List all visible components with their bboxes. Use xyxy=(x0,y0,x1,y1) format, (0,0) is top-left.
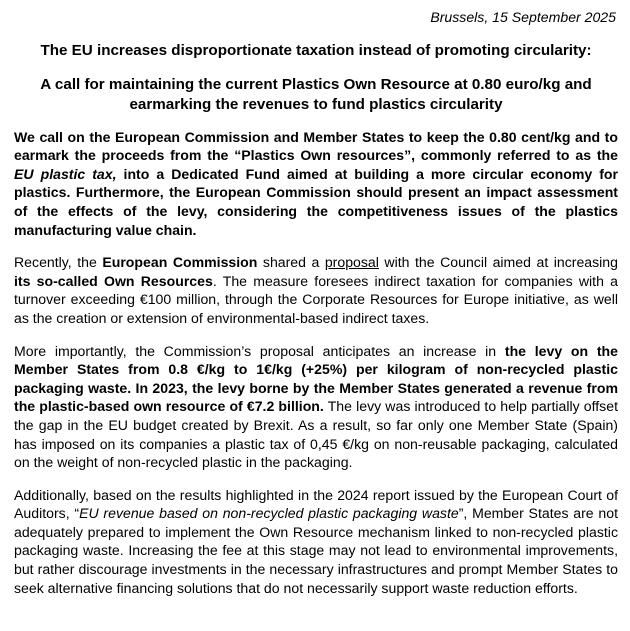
para2-text-3: The levy was introduced to help partially offset the gap in the EU budget created by Brexit. As a result, so far only one Member State (Spain) has imposed on its companies a plastic tax of 0,45 €/kg on non-reusable packaging, calculated on the weight of non-recycled plastic in the packaging. xyxy=(14,398,618,471)
para2-text-1: More importantly, the Commission’s proposal anticipates an increase in xyxy=(14,342,505,359)
intro-text-1: We call on the European Commission and Member States to keep the 0.80 cent/kg and to earmark the proceeds from the “Plastics Own resources”, commonly referred to as the xyxy=(14,128,618,164)
para1-text-3: shared a xyxy=(257,254,325,271)
intro-text-3: into a Dedicated Fund aimed at building a more circular economy for plastics. Furthermore, the European Commission should present an impact assessment of the effects of the levy, considering the competitiveness issues of the plastics manufacturing value chain. xyxy=(14,165,618,238)
para3-text-3: ”, Member States are not adequately prepared to implement the Own Resource mechanism linked to non-recycled plastic packaging waste. Increasing the fee at this stage may not lead to environmental improvements, but rather discourage investments in the necessary infrastructures and prompt Member States to seek alternative financing solutions that do not necessarily support waste reduction efforts. xyxy=(14,505,618,596)
proposal-link[interactable]: proposal xyxy=(324,254,379,271)
para1-text-6: . The measure foresees indirect taxation for companies with a turnover exceeding €100 million, through the Corporate Resources for Europe initiative, as well as the creation or extension of environmental-based indirect taxes. xyxy=(14,272,618,326)
intro-text-eu-plastic-tax: EU plastic tax, xyxy=(14,165,117,182)
paragraph-recently xyxy=(14,253,618,327)
para1-text-1: Recently, the xyxy=(14,254,103,271)
para1-european-commission: European Commission xyxy=(102,254,258,271)
para3-report-title: EU revenue based on non-recycled plastic packaging waste xyxy=(79,505,459,522)
document-subtitle: A call for maintaining the current Plastics Own Resource at 0.80 euro/kg and earmarking the revenues to fund plastics circularity xyxy=(40,75,592,113)
dateline: Brussels, 15 September 2025 xyxy=(430,9,616,25)
para1-own-resources: its so-called Own Resources xyxy=(14,272,213,289)
paragraph-additionally xyxy=(14,486,618,598)
para2-levy-increase: the levy on the Member States from 0.8 €/kg to 1€/kg (+25%) per kilogram of non-recycled plastic packaging waste. In 2023, the levy borne by the Member States generated a revenue from the plastic-based own resource of €7.2 billion. xyxy=(14,342,618,415)
document-title: The EU increases disproportionate taxation instead of promoting circularity: xyxy=(40,41,592,59)
para1-text-4: with the Council aimed at increasing xyxy=(378,254,618,271)
para3-text-1: Additionally, based on the results highlighted in the 2024 report issued by the European Court of Auditors, “ xyxy=(14,486,618,522)
intro-paragraph xyxy=(14,128,618,240)
paragraph-more-importantly xyxy=(14,342,618,472)
